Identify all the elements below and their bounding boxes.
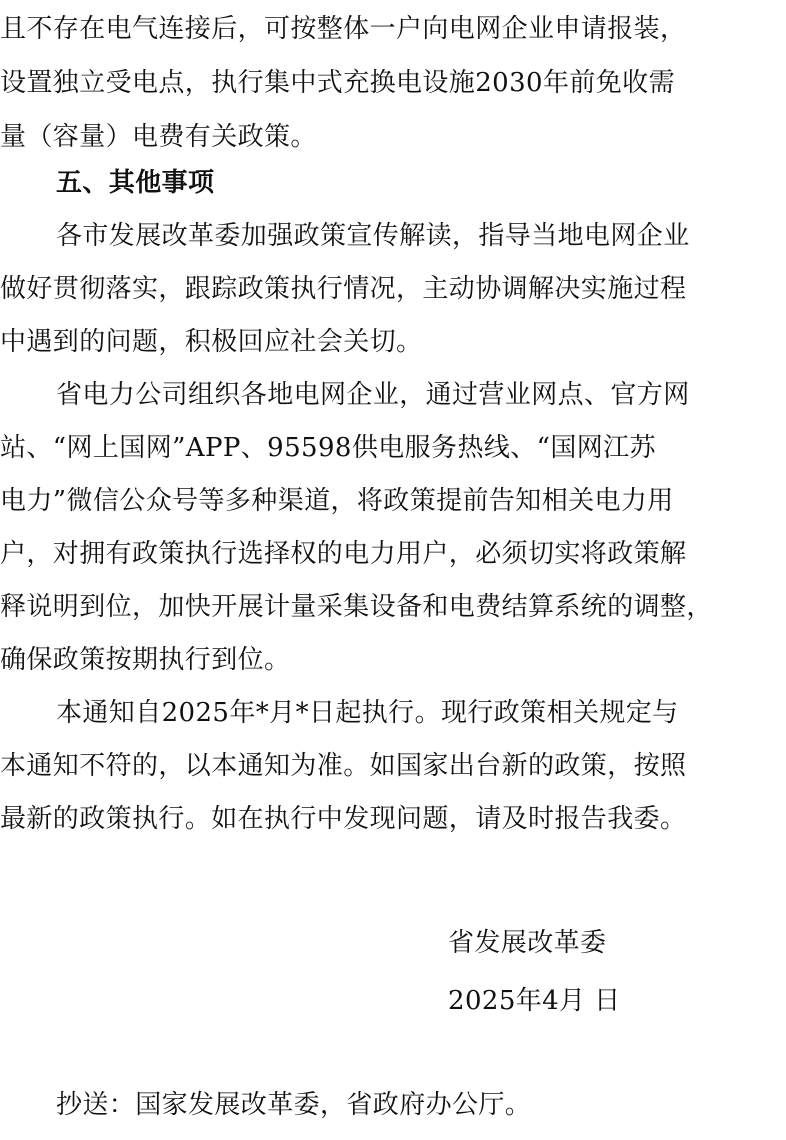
paragraph-1-line-2: 做好贯彻落实，跟踪政策执行情况，主动协调解决实施过程 [0, 274, 687, 304]
paragraph-2-line-5: 释说明到位，加快开展计量采集设备和电费结算系统的调整， [0, 592, 713, 622]
paragraph-2-line-4: 户，对拥有政策执行选择权的电力用户，必须切实将政策解 [0, 539, 687, 569]
paragraph-1-line-3: 中遇到的问题，积极回应社会关切。 [0, 327, 423, 357]
section-heading: 五、其他事项 [56, 168, 215, 198]
issuing-agency: 省发展改革委 [448, 928, 607, 958]
issue-date: 2025年4月 日 [448, 986, 621, 1016]
paragraph-3-line-1: 本通知自2025年*月*日起执行。现行政策相关规定与 [56, 698, 679, 728]
paragraph-1-line-1: 各市发展改革委加强政策宣传解读，指导当地电网企业 [56, 221, 690, 251]
paragraph-2-line-6: 确保政策按期执行到位。 [0, 645, 291, 675]
body-line-1: 且不存在电气连接后，可按整体一户向电网企业申请报装， [0, 14, 687, 44]
body-line-3: 量（容量）电费有关政策。 [0, 122, 317, 152]
paragraph-2-line-2: 站、“网上国网”APP、95598供电服务热线、“国网江苏 [0, 433, 656, 463]
paragraph-2-line-1: 省电力公司组织各地电网企业，通过营业网点、官方网 [56, 380, 690, 410]
cc-line: 抄送：国家发展改革委，省政府办公厅。 [56, 1090, 532, 1120]
paragraph-3-line-3: 最新的政策执行。如在执行中发现问题，请及时报告我委。 [0, 804, 687, 834]
body-line-2: 设置独立受电点，执行集中式充换电设施2030年前免收需 [0, 68, 675, 98]
paragraph-3-line-2: 本通知不符的，以本通知为准。如国家出台新的政策，按照 [0, 751, 687, 781]
paragraph-2-line-3: 电力”微信公众号等多种渠道，将政策提前告知相关电力用 [0, 486, 674, 516]
